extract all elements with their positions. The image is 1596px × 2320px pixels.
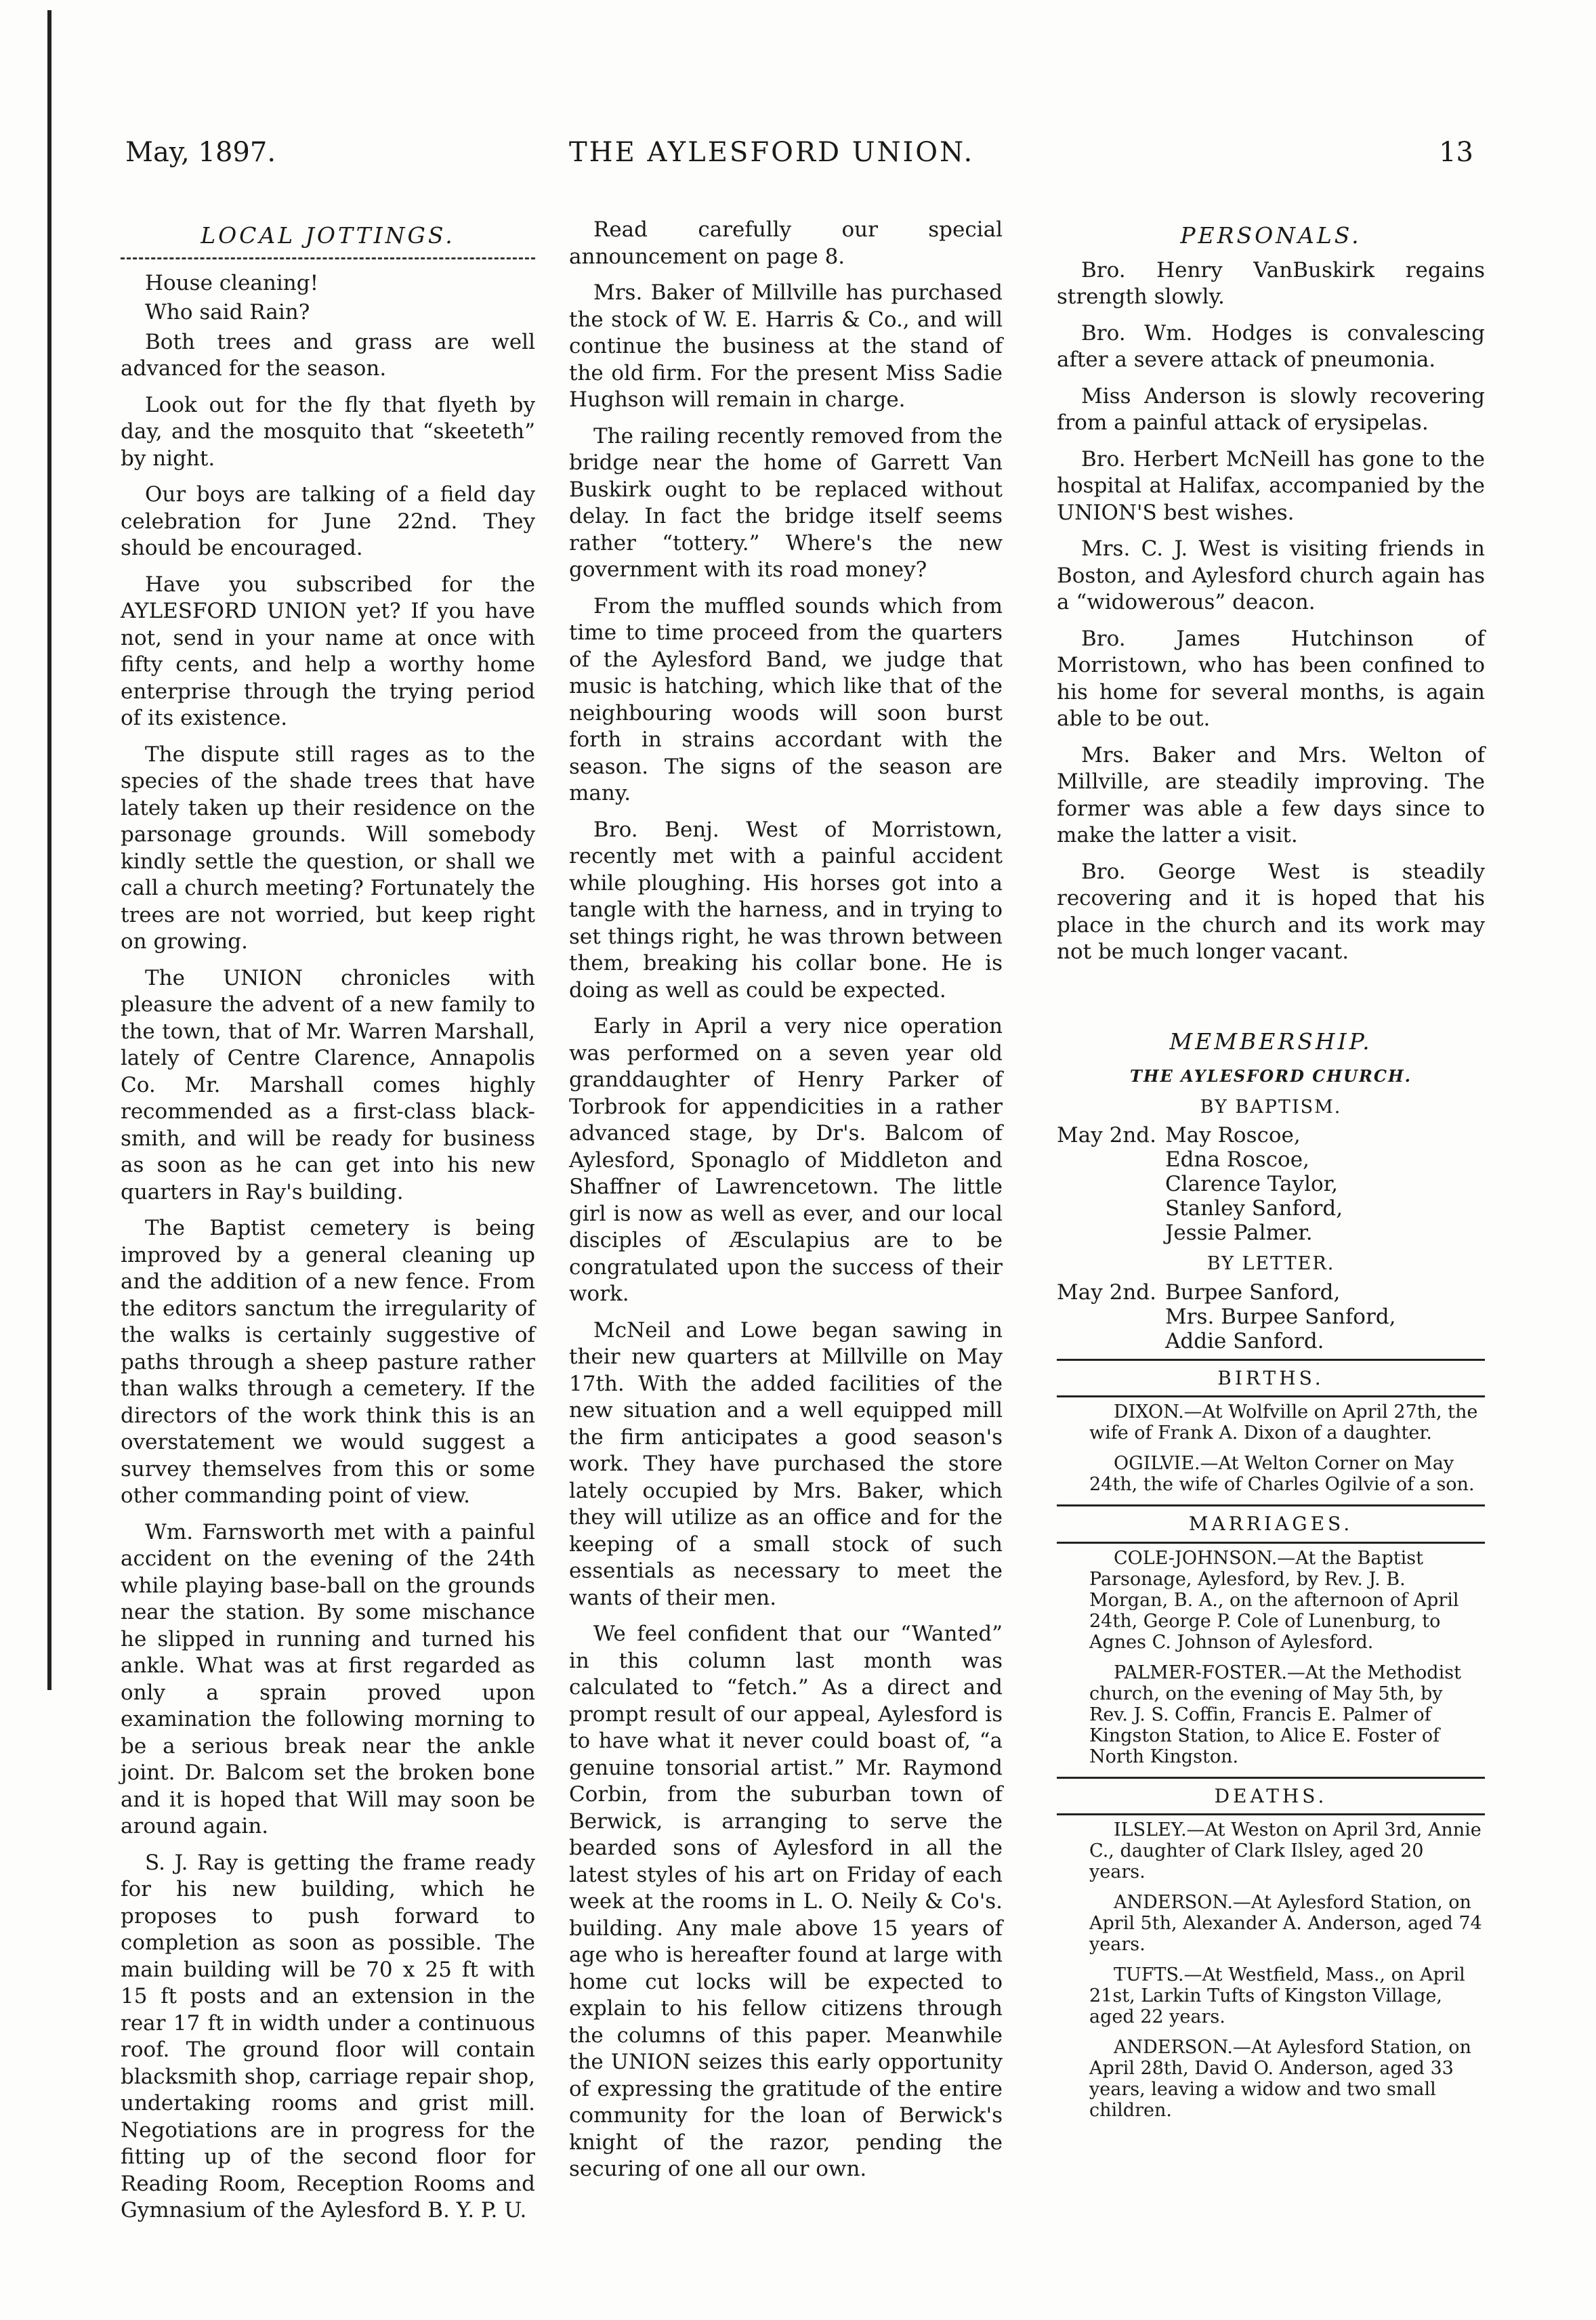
paragraph: Bro. Herbert McNeill has gone to the hospital at Halifax, accompanied by the UNION'S best wishes. [1057,446,1485,525]
birth-notice: DIXON.—At Wolfville on April 27th, the wife of Frank A. Dixon of a daughter. [1089,1401,1478,1443]
member-name: Stanley Sanford, [1165,1196,1343,1221]
membership-method: BY BAPTISM. [1200,1096,1342,1118]
column-3 [1057,217,1485,2130]
paragraph: Bro. Henry VanBuskirk regains strength slowly. [1057,257,1485,309]
paragraph: The railing recently removed from the bridge near the home of Garrett Van Buskirk ought to be replaced without delay. In fact the bridge itself seems rather “tottery.” Where's the new government with its road money? [569,423,1003,582]
membership-heading: MEMBERSHIP. [1169,1028,1372,1055]
membership-names [1165,1280,1395,1353]
divider [1057,1395,1485,1397]
column-1 [121,217,535,2234]
paragraph: The Baptist cemetery is being improved by a general cleaning up and the addition of a new fence. From the editors sanctum the irregularity of the walks is certainly suggestive of paths through a sheep pasture rather than walks through a cemetery. If the directors of the work think this is an overstatement we would suggest a survey themselves from this or some other commanding point of view. [121,1216,535,1508]
paragraph: From the muffled sounds which from time to time proceed from the quarters of the Aylesford Band, we judge that music is hatching, which like that of the neighbouring woods will soon burst forth in strains accordant with the season. The signs of the season are many. [569,593,1003,805]
divider [1057,1813,1485,1815]
paragraph: Wm. Farnsworth met with a painful accident on the evening of the 24th while playing base-ball on the grounds near the station. By some mischance he slipped in running and turned his ankle. What was at first regarded as only a sprain proved upon examination the following morning to be a serious break near the ankle joint. Dr. Balcom set the broken bone and it is hoped that Will may soon be around again. [121,1519,535,1838]
membership-entry [1057,1280,1485,1353]
membership-entry [1057,1123,1485,1245]
marriages-heading: MARRIAGES. [1188,1513,1353,1535]
member-name: Jessie Palmer. [1165,1221,1313,1245]
paragraph: Both trees and grass are well advanced for the season. [121,329,535,381]
paragraph: Our boys are talking of a field day celebration for June 22nd. They should be encouraged. [121,482,535,560]
paragraph: The dispute still rages as to the species of the shade trees that have lately taken up their residence on the parsonage grounds. Will somebody kindly settle the question, or shall we call a church meeting? Fortunately the trees are not worried, but keep right on growing. [121,742,535,954]
page-number: 13 [1439,137,1473,168]
paragraph: Bro. Benj. West of Morristown, recently met with a painful accident while ploughing. His horses got into a tangle with the harness, and in trying to set things right, he was thrown between them, breaking his collar bone. He is doing as well as could be expected. [569,817,1003,1003]
death-notice: ANDERSON.—At Aylesford Station, on April 28th, David O. Anderson, aged 33 years, leaving a widow and two small children. [1089,2037,1471,2121]
death-notice: ILSLEY.—At Weston on April 3rd, Annie C., daughter of Clark Ilsley, aged 20 years. [1089,1819,1482,1882]
member-name: May Roscoe, [1165,1123,1301,1147]
paragraph: Have you subscribed for the AYLESFORD UNION yet? If you have not, send in your name at once with fifty cents, and help a worthy home enterprise through the trying period of its existence. [121,572,535,730]
publication-title: THE AYLESFORD UNION. [569,137,975,168]
column-2 [569,217,1003,2193]
local-jottings-heading: LOCAL JOTTINGS. [201,222,455,249]
paragraph: McNeil and Lowe began sawing in their new quarters at Millville on May 17th. With the added facilities of the new situation and a well equipped mill the firm anticipates a good season's work. They have purchased the store lately occupied by Mrs. Baker, which they will utilize as an office and for the keeping of a small stock of such essentials as necessary to meet the wants of their men. [569,1317,1003,1610]
membership-method: BY LETTER. [1206,1253,1335,1274]
church-name: THE AYLESFORD CHURCH. [1129,1066,1412,1086]
divider [1057,1504,1485,1506]
divider [1057,1359,1485,1361]
paragraph: Bro. Wm. Hodges is convalescing after a severe attack of pneumonia. [1057,320,1485,372]
paragraph: S. J. Ray is getting the frame ready for his new building, which he proposes to push forward to completion as soon as possible. The main building will be 70 x 25 ft with 15 ft posts and an extension in the rear 17 ft in width under a continuous roof. The ground floor will contain blacksmith shop, carriage repair shop, undertaking rooms and grist mill. Negotiations are in progress for the fitting up of the second floor for Reading Room, Reception Rooms and Gymnasium of the Aylesford B. Y. P. U. [121,1850,535,2222]
paragraph: The UNION chronicles with pleasure the advent of a new family to the town, that of Mr. Warren Marshall, lately of Centre Clarence, Annapolis Co. Mr. Marshall comes highly recommended as a first-class black-smith, and will be ready for business as soon as he can get into his new quarters in Ray's building. [121,965,535,1204]
paragraph: House cleaning! [145,270,319,295]
paragraph: Look out for the fly that flyeth by day, and the mosquito that “skeeteth” by night. [121,392,535,471]
death-notice: ANDERSON.—At Aylesford Station, on April 5th, Alexander A. Anderson, aged 74 years. [1089,1892,1482,1955]
paragraph: Read carefully our special announcement on page 8. [569,217,1003,269]
paragraph: We feel confident that our “Wanted” in this column last month was calculated to “fetch.” As a direct and prompt result of our appeal, Aylesford is to have what it never could boast of, “a genuine tonsorial artist.” Mr. Raymond Corbin, from the suburban town of Berwick, is arranging to serve the bearded sons of Aylesford in all the latest styles of his art on Friday of each week at the rooms in L. O. Neily & Co's. building. Any male above 15 years of age who is hereafter found at large with home cut locks will be expected to explain to his fellow citizens through the columns of this paper. Meanwhile the UNION seizes this early opportunity of expressing the gratitude of the entire community for the loan of Berwick's knight of the razor, pending the securing of one all our own. [569,1622,1003,2181]
paragraph: Mrs. Baker and Mrs. Welton of Millville, are steadily improving. The former was able a few days since to make the latter a visit. [1057,742,1485,847]
membership-names [1165,1123,1343,1245]
personals-heading: PERSONALS. [1180,222,1362,249]
membership-date: May 2nd. [1057,1280,1156,1305]
paragraph: Who said Rain? [145,300,310,324]
member-name: Mrs. Burpee Sanford, [1165,1304,1396,1329]
paragraph: Bro. James Hutchinson of Morristown, who has been confined to his home for several months, is again able to be out. [1057,626,1485,731]
divider [1057,1777,1485,1779]
member-name: Burpee Sanford, [1165,1280,1341,1305]
membership-date: May 2nd. [1057,1123,1156,1147]
death-notice: TUFTS.—At Westfield, Mass., on April 21st, Larkin Tufts of Kingston Village, aged 22 years. [1089,1964,1465,2027]
paragraph: Mrs. C. J. West is visiting friends in Boston, and Aylesford church again has a “widowerous” deacon. [1057,536,1485,614]
member-name: Edna Roscoe, [1165,1147,1309,1172]
margin-rule [47,10,51,1690]
marriage-notice: COLE-JOHNSON.—At the Baptist Parsonage, Aylesford, by Rev. J. B. Morgan, B. A., on the afternoon of April 24th, George P. Cole of Lunenburg, to Agnes C. Johnson of Aylesford. [1089,1547,1459,1653]
deaths-heading: DEATHS. [1214,1784,1328,1807]
divider [121,257,535,259]
paragraph: Early in April a very nice operation was performed on a seven year old granddaughter of Henry Parker of Torbrook for appendicities in a rather advanced stage, by Dr's. Balcom of Aylesford, Sponaglo of Middleton and Shaffner of Lawrencetown. The little girl is now as well as ever, and our local disciples of Æsculapius are to be congratulated upon the success of their work. [569,1014,1003,1306]
divider [1057,1542,1485,1544]
member-name: Clarence Taylor, [1165,1172,1338,1196]
issue-date: May, 1897. [125,137,276,168]
paragraph: Mrs. Baker of Millville has purchased the stock of W. E. Harris & Co., and will continue the business at the stand of the old firm. For the present Miss Sadie Hughson will remain in charge. [569,280,1003,412]
paragraph: Bro. George West is steadily recovering and it is hoped that his place in the church and its work may not be much longer vacant. [1057,859,1485,964]
birth-notice: OGILVIE.—At Welton Corner on May 24th, the wife of Charles Ogilvie of a son. [1089,1453,1475,1495]
member-name: Addie Sanford. [1165,1328,1324,1353]
running-head [119,135,1473,176]
births-heading: BIRTHS. [1217,1366,1324,1389]
paragraph: Miss Anderson is slowly recovering from a painful attack of erysipelas. [1057,383,1485,435]
marriage-notice: PALMER-FOSTER.—At the Methodist church, on the evening of May 5th, by Rev. J. S. Coffin, Francis E. Palmer of Kingston Station, to Alice E. Foster of North Kingston. [1089,1662,1461,1767]
